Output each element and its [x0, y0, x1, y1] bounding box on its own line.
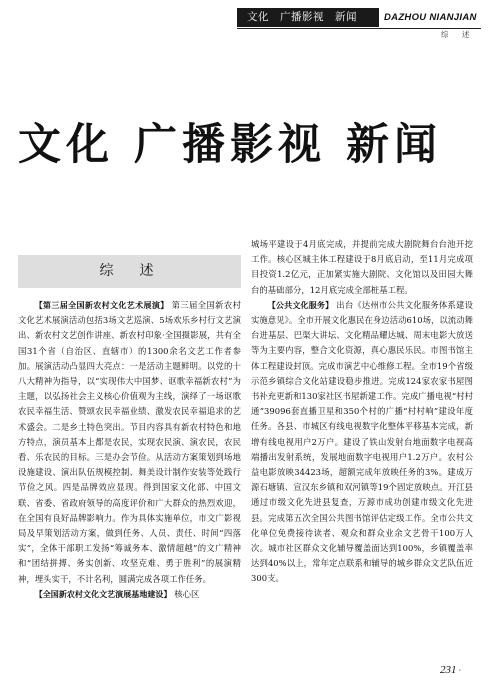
paragraph-body: 城场平建设于4月底完成，并提前完成大剧院舞台台池开挖工作。核心区城主体工程建设于8月底启动，至11月完成项目投资1.2亿元，正加紧实施大剧院、文化馆以及田园大舞台的基础部分，12月底完成全部桩基工程。 [251, 239, 473, 295]
page-title: 文化 广播影视 新闻 [18, 120, 442, 170]
paragraph-base-construction [18, 587, 241, 602]
paragraph-festival [18, 298, 241, 587]
running-header-section: 文化 广播影视 新闻 [237, 8, 379, 27]
right-column [251, 237, 473, 587]
paragraph-body: 第三届全国新农村文化艺术展演活动包括3场文艺巡演、5场欢乐乡村行文艺演出、新农村文艺创作讲座、新农村印象·全国摄影展，共有全国31个省（自治区、直辖市）的1300余名文艺工作者参加。展演活动凸显四大亮点：一是活动主题鲜明。以党的十八大精神为指导，以“实现伟大中国梦、讴歌幸福新农村”为主题，以弘扬社会主义核心价值观为主线，演绎了一场讴歌农民幸福生活、赞颂农民幸福业绩、激发农民幸福追求的艺术盛会。二是乡土特色突出。节目内容具有新农村特色和地方特点，演员基本上都是农民，实现农民演、演农民，农民看、乐农民的目标。三是办会节俭。从活动方案策划到场地设施建设、演出队伍规模控制、舞美设计制作安装等处践行节俭之风。四是品牌效应显现。得到国家文化部、中国文联、省委、省政府领导的高度评价和广大群众的热烈欢迎，在全国有良好品牌影响力。作为具体实施单位，市文广影视局及早策划活动方案，做到任务、人员、责任、时间“四落实”，全体干部职工发扬“筹诚务本、激情超越”的文广精神和“团结拼搏、务实创新、攻坚克难、勇于胜利”的展演精神，埋头实干，不计名利，圆满完成各项工作任务。 [18, 300, 242, 584]
running-header-subsection: 综 述 [441, 30, 473, 39]
page-number [440, 664, 461, 676]
paragraph-heading: 【第三届全国新农村文化艺术展演】 [34, 301, 169, 310]
left-column [18, 298, 241, 602]
paragraph-body: 出台《达州市公共文化服务体系建设实施意见》。全市开展文化惠民在身边活动610场，以流动舞台进基层、巴渠大讲坛、文化精品耀达城、周末电影大放送等为主要内容，整合文化资源，真心惠民乐民。市图书馆主体工程建设封顶。完成市演艺中心维修工程。全市19个省级示范乡镇综合文化站建设稳步推进。完成124家农家书屋图书补充更新和130家社区书屋新建工作。完成广播电视“村村通”39096套直播卫星和350个村的广播“村村响”建设年度任务。各县、市城区有线电视数字化整体平移基本完成，新增有线电视用户2万户。建设了铁山发射台地面数字电视高端播出发射系统，发展地面数字电视用户1.2万户。农村公益电影放映34423场，超额完成年放映任务的3%。建成万源石塘镇、宣汉东乡镇和双河镇等19个固定放映点。开江县通过市级文化先进县复查，万源市成功创建市级文化先进县。完成第五次全国公共图书馆评估定级工作。全市公共文化单位免费接待读者、观众和群众业余文艺骨干100万人次。城市社区群众文化辅导覆盖面达到100%，乡镇覆盖率达到40%以上，常年定点联系和辅导的城乡群众文艺队伍近300支。 [251, 299, 473, 584]
page-number-value: 231 [440, 664, 457, 676]
page-number-dot: · [458, 666, 462, 675]
paragraph-heading: 【全国新农村文化文艺演展基地建设】 [34, 589, 172, 599]
paragraph-public-culture [251, 298, 473, 587]
paragraph-continued [251, 237, 473, 298]
paragraph-body: 核心区 [174, 588, 200, 599]
section-heading: 综 述 [18, 255, 241, 288]
running-header-publication: DAZHOU NIANJIAN [384, 12, 477, 23]
paragraph-heading: 【公共文化服务】 [267, 300, 334, 310]
